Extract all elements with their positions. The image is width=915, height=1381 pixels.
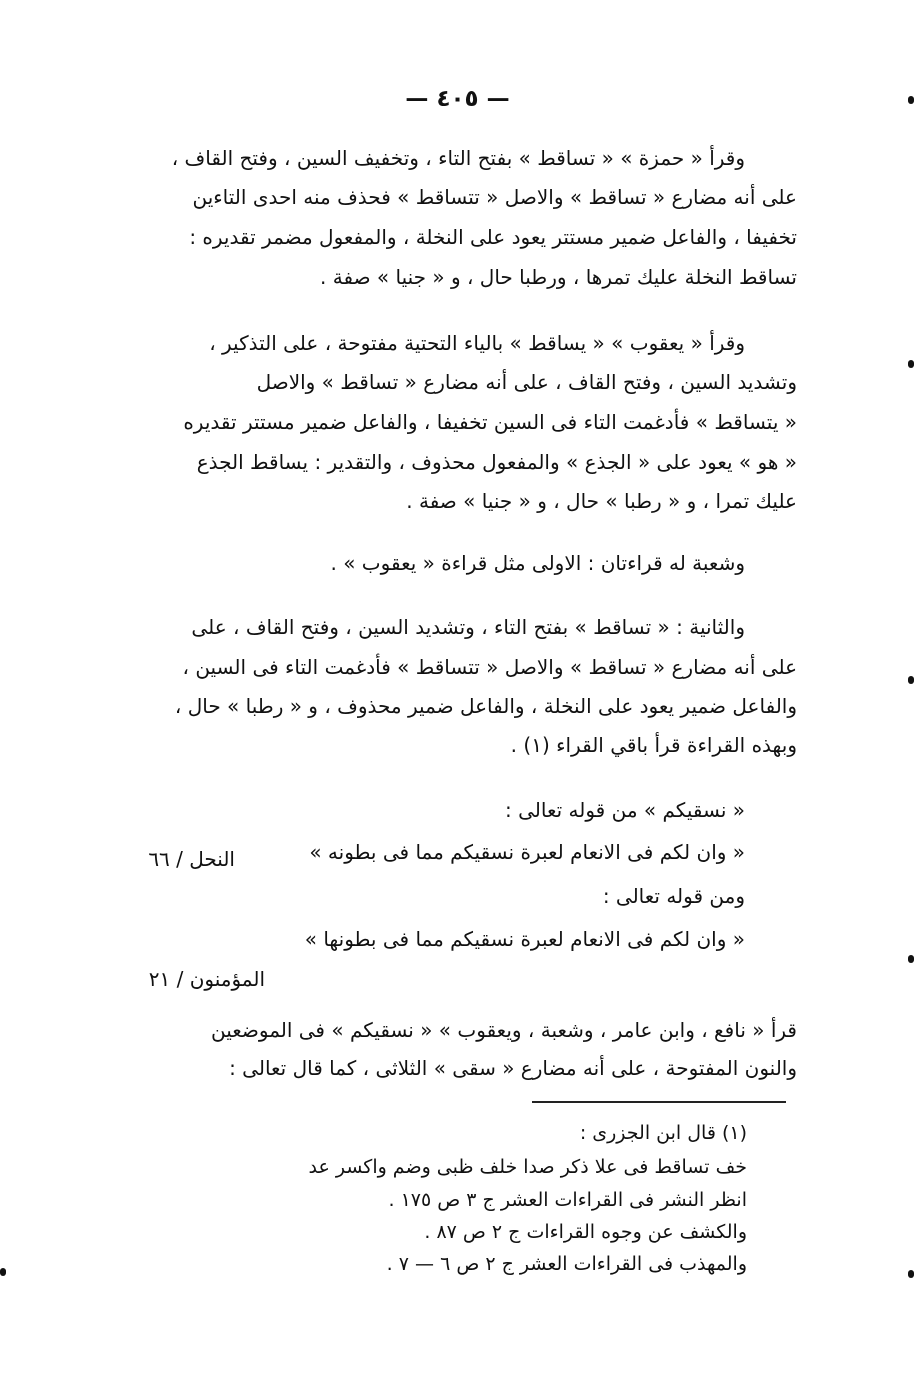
text-line: والفاعل ضمير يعود على النخلة ، والفاعل ضمير محذوف ، و « رطبا » حال ، — [174, 694, 797, 718]
scan-speck — [908, 955, 914, 963]
text-line: تساقط النخلة عليك تمرها ، ورطبا حال ، و « جنيا » صفة . — [320, 265, 797, 289]
text-line: ومن قوله تعالى : — [602, 884, 745, 908]
text-line: « نسقيكم » من قوله تعالى : — [505, 798, 745, 822]
verse-reference: النحل / ٦٦ — [148, 847, 235, 871]
text-line: وتشديد السين ، وفتح القاف ، على أنه مضارع « تساقط » والاصل — [256, 370, 797, 394]
text-line: والنون المفتوحة ، على أنه مضارع « سقى » الثلاثى ، كما قال تعالى : — [229, 1056, 797, 1080]
footnote-reference: والمهذب فى القراءات العشر ج ٢ ص ٦ — ٧ . — [386, 1253, 747, 1275]
scan-speck — [908, 360, 914, 368]
text-line: « هو » يعود على « الجذع » والمفعول محذوف ، والتقدير : يساقط الجذع — [196, 450, 797, 474]
text-line: وبهذه القراءة قرأ باقي القراء (١) . — [510, 733, 797, 757]
footnote-poem: خف تساقط فى علا ذكر صدا خلف ظبى وضم واكسر عد — [308, 1156, 747, 1178]
text-line: قرأ « نافع ، وابن عامر ، وشعبة ، ويعقوب » « نسقيكم » فى الموضعين — [210, 1018, 797, 1042]
text-line: وقرأ « حمزة » « تساقط » بفتح التاء ، وتخفيف السين ، وفتح القاف ، — [171, 146, 745, 170]
scan-speck — [908, 96, 914, 104]
text-line: « يتساقط » فأدغمت التاء فى السين تخفيفا ، والفاعل ضمير مستتر تقديره — [183, 410, 797, 434]
verse-reference: المؤمنون / ٢١ — [148, 967, 265, 991]
verse: « وان لكم فى الانعام لعبرة نسقيكم مما فى بطونها » — [304, 927, 745, 951]
text-line: على أنه مضارع « تساقط » والاصل « تتساقط » فأدغمت التاء فى السين ، — [182, 655, 797, 679]
scan-speck — [0, 1268, 6, 1276]
footnote-title: (١) قال ابن الجزرى : — [579, 1122, 747, 1144]
scan-speck — [908, 676, 914, 684]
text-line: عليك تمرا ، و « رطبا » حال ، و « جنيا » صفة . — [406, 489, 797, 513]
text-line: وشعبة له قراءتان : الاولى مثل قراءة « يعقوب » . — [330, 551, 745, 575]
text-line: تخفيفا ، والفاعل ضمير مستتر يعود على النخلة ، والمفعول مضمر تقديره : — [189, 225, 797, 249]
text-line: والثانية : « تساقط » بفتح التاء ، وتشديد السين ، وفتح القاف ، على — [191, 615, 745, 639]
page-number: — ٤٠٥ — — [405, 86, 510, 112]
footnote-reference: والكشف عن وجوه القراءات ج ٢ ص ٨٧ . — [424, 1221, 747, 1243]
verse: « وان لكم فى الانعام لعبرة نسقيكم مما فى بطونه » — [309, 840, 745, 864]
footnote-reference: انظر النشر فى القراءات العشر ج ٣ ص ١٧٥ . — [388, 1189, 747, 1211]
scan-speck — [908, 1270, 914, 1278]
text-line: على أنه مضارع « تساقط » والاصل « تتساقط » فحذف منه احدى التاءين — [192, 185, 797, 209]
footnote-divider — [532, 1101, 786, 1103]
text-line: وقرأ « يعقوب » « يساقط » بالياء التحتية مفتوحة ، على التذكير ، — [209, 331, 745, 355]
